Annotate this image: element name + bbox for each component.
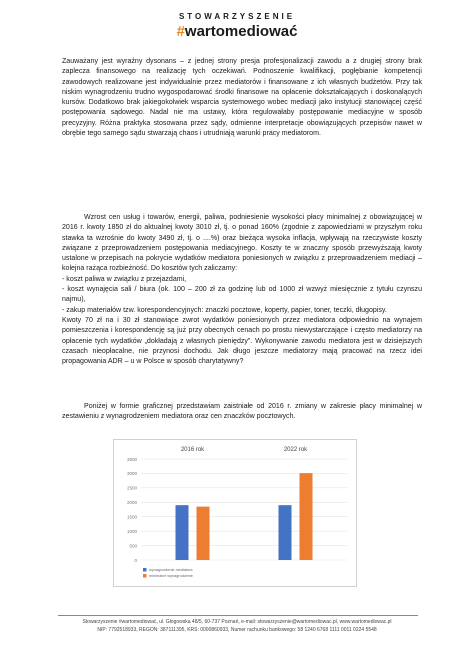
paragraph-3: [62, 402, 422, 423]
y-tick-label: 3000: [126, 471, 137, 477]
wage-chart: [113, 439, 357, 587]
paragraph-3-text: Poniżej w formie graficznej przedstawiam zaistniałe od 2016 r. zmiany w zakresie płacy minimalnej w zestawieniu z wynagrodzeniem mediatora oraz cen znaczków pocztowych.: [62, 403, 422, 421]
bar: [300, 473, 313, 560]
cost-item-rent: - koszt wynajęcia sali / biura (ok. 100 – 200 zł za godzinę lub od 1000 zł wzwyż miesięcznie z tytułu czynszu najmu),: [62, 286, 422, 304]
chart-frame: [114, 440, 357, 587]
legend-label: wynagrodzenie mediatora: [149, 568, 193, 572]
paragraph-2: [62, 213, 422, 367]
org-label: STOWARZYSZENIE: [178, 12, 296, 21]
paragraph-1-text: Zauważany jest wyraźny dysonans – z jednej strony presja profesjonalizacji zawodu a z drugiej strony brak zaplecza finansowego na realizację tych oczekiwań. Podnoszenie kwalifikacji, pogłębianie kompetencji zawodowych realizowane jest indywidualnie przez mediatorów i finansowane z ich własnych budżetów. Przy tak niskim wynagrodzeniu trudno wygospodarować środki finansowe na opłacenie dokształcających i doskonalących kursów. Dodatkowo brak jakiegokolwiek wsparcia systemowego wobec mediacji jako instytucji stanowiącej część postępowania sądowego. Nadal nie ma ustawy, która regulowałaby postępowanie mediacyjne w sposób precyzyjny. Różna praktyka stosowana przez sądy, odmienne interpretacje obowiązujących przepisów nawet w obrębie tego samego sądu stwarzają chaos i utrudniają warunki pracy mediatorom.: [62, 58, 422, 138]
bar: [279, 505, 292, 560]
brand-title: [0, 23, 474, 40]
cost-item-materials: - zakup materiałów tzw. korespondencyjnych: znaczki pocztowe, koperty, papier, toner, teczki, długopisy.: [62, 306, 387, 314]
paragraph-2-intro: Wzrost cen usług i towarów, energii, paliwa, podniesienie wysokości płacy minimalnej z obowiązującej w 2016 r. kwoty 1850 zł do aktualnej kwoty 3010 zł, tj. o ponad 160% (zgodnie z zapowiedziami w przyszłym roku stawka ta wzrośnie do kwoty 3490 zł, tj. o ....%) oraz bieżąca wysoka inflacja, wpływają na rzeczywiste koszty związane z przeprowadzeniem postępowania mediacyjnego. Koszty te w znaczny sposób przewyższają kwoty ustalone w przepisach na pokrycie wydatków mediatora poniesionych w związku z przeprowadzeniem mediacji – kolejna rażąca rozbieżność. Do kosztów tych zaliczamy:: [62, 214, 422, 273]
y-tick-label: 1000: [126, 528, 137, 534]
legend-swatch: [143, 574, 147, 578]
legend-swatch: [143, 568, 147, 572]
paragraph-2-conclusion: Kwoty 70 zł na i 30 zł stanowiące zwrot wydatków poniesionych przez mediatora odpowiednio na wynajem pomieszczenia i korespondencję są już przy obecnych cenach po prostu niewystarczające i często mediatorzy na opłacenie tych wydatków „dokładają z własnych pieniędzy”. Wykonywanie zawodu mediatora jest w dzisiejszych czasach nieopłacalne, nie przynosi dochodu. Jak długo jeszcze mediatorzy mają pracować na rzecz idei propagowania ADR – u w Polsce w sposób charytatywny?: [62, 316, 422, 366]
brand-name: wartomediować: [184, 23, 298, 40]
cost-item-fuel: - koszt paliwa w związku z przejazdami,: [62, 275, 187, 283]
category-label: 2022 rok: [283, 447, 308, 453]
bar: [197, 507, 210, 560]
y-tick-label: 0: [134, 557, 137, 563]
category-label: 2016 rok: [180, 447, 205, 453]
y-tick-label: 2500: [126, 485, 137, 491]
y-tick-label: 1500: [126, 514, 137, 520]
brand-hash: #: [176, 23, 185, 40]
footer-address: Stowarzyszenie #wartomediować, ul. Głogowska 48/5, 60-737 Poznań, e-mail: stowarzyszenie@wartomediowac.pl, www.wartomediowac.pl: [82, 619, 392, 625]
y-tick-label: 3500: [126, 456, 137, 462]
footer-registration: NIP: 7792518933, REGON: 387111395, KRS: 0000860933, Numer rachunku bankowego: 58 1240 6768 1111 0011 0224 5548: [97, 627, 377, 633]
paragraph-1: [62, 57, 422, 139]
y-tick-label: 500: [129, 543, 137, 549]
y-tick-label: 2000: [126, 500, 137, 506]
legend-label: minimalne wynagrodzenie: [149, 574, 193, 578]
footer-divider: [58, 615, 418, 616]
bar: [176, 505, 189, 560]
